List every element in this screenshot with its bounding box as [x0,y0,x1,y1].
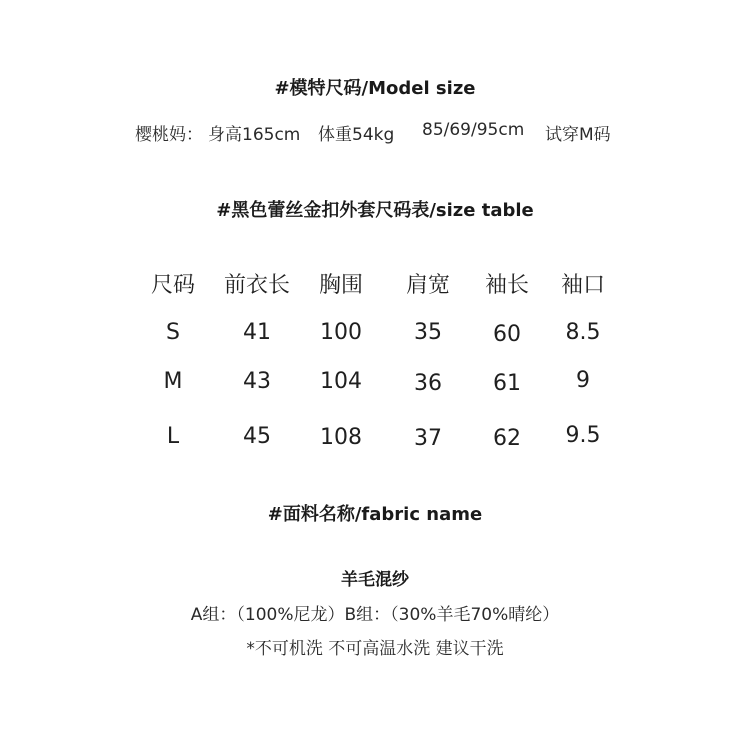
table-cell: 9 [576,368,590,393]
table-header-chest: 胸围 [318,273,363,298]
table-header-shoulder: 肩宽 [405,273,450,298]
table-cell: 45 [243,424,271,449]
table-cell: 104 [320,369,362,394]
table-header-front-length: 前衣长 [223,273,290,298]
table-cell: 41 [243,320,271,345]
table-header-size: 尺码 [150,273,195,298]
fabric-material: 羊毛混纱 [341,570,409,590]
table-cell: 108 [320,425,362,450]
fabric-composition: A组：（100%尼龙）B组：（30%羊毛70%晴纶） [190,605,560,625]
table-cell: M [163,369,183,394]
table-cell: 36 [414,371,442,396]
model-height: 身高165cm [208,125,301,145]
care-instructions: *不可机洗 不可高温水洗 建议干洗 [246,639,504,659]
table-cell: 43 [243,369,271,394]
model-weight: 体重54kg [318,125,395,145]
model-tried-size: 试穿M码 [545,125,611,145]
model-measurements: 85/69/95cm [422,120,525,140]
table-cell: 37 [414,426,442,451]
table-cell: 61 [493,371,521,396]
table-header-sleeve-length: 袖长 [484,273,529,298]
model-name: 樱桃妈： [135,125,203,145]
table-cell: S [166,320,180,345]
table-cell: 60 [493,322,521,347]
table-cell: 8.5 [565,320,601,345]
fabric-heading: #面料名称/fabric name [267,504,483,525]
table-cell: L [166,424,180,449]
table-header-cuff: 袖口 [560,273,605,298]
table-cell: 9.5 [565,423,601,448]
table-cell: 100 [320,320,362,345]
size-table-heading: #黑色蕾丝金扣外套尺码表/size table [216,200,534,221]
table-cell: 62 [493,426,521,451]
table-cell: 35 [414,320,442,345]
model-size-heading: #模特尺码/Model size [274,78,476,99]
